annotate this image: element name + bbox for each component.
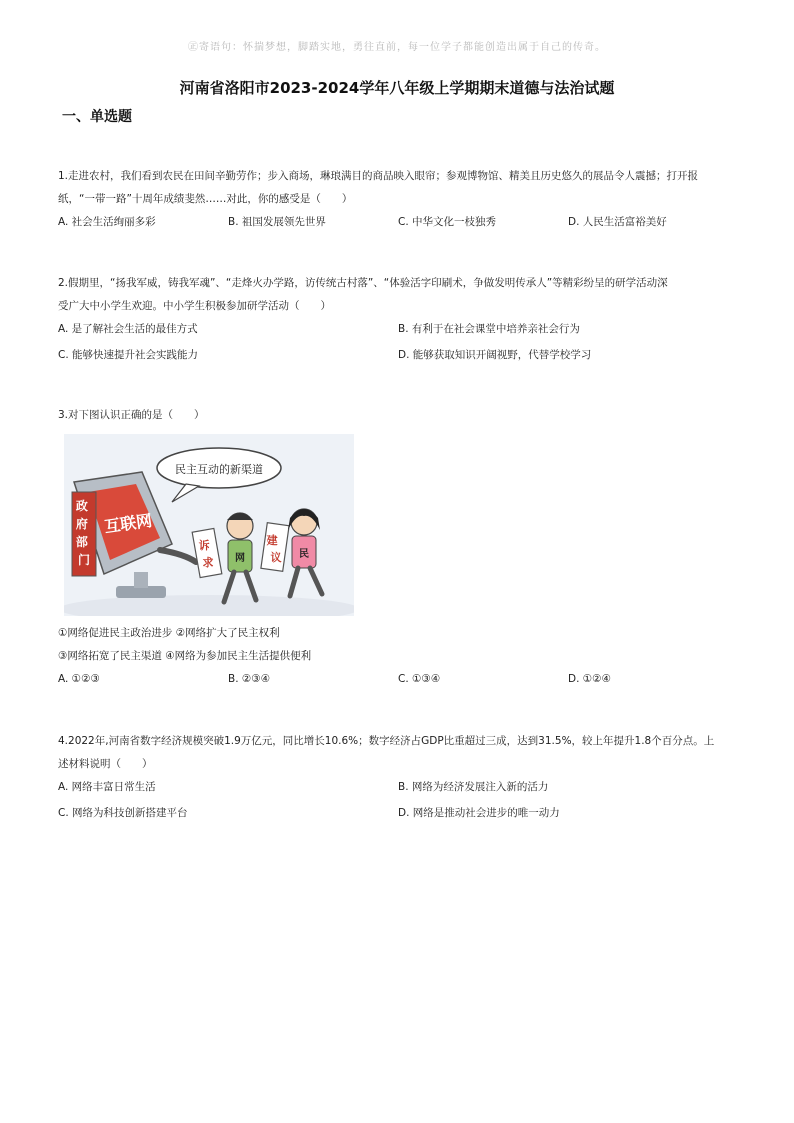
- option-c[interactable]: C. 网络为科技创新搭建平台: [58, 807, 188, 819]
- question-text-line: 纸，“一带一路”十周年成绩斐然……对此，你的感受是（ ）: [58, 193, 353, 205]
- option-a[interactable]: A. 是了解社会生活的最佳方式: [58, 323, 198, 335]
- option-b[interactable]: B. 有利于在社会课堂中培养亲社会行为: [398, 323, 580, 335]
- question-text-line: 4.2022年,河南省数字经济规模突破1.9万亿元，同比增长10.6%；数字经济占GDP比重超过三成，达到31.5%，较上年提升1.8个百分点。上: [58, 735, 715, 747]
- option-d[interactable]: D. 能够获取知识开阔视野，代替学校学习: [398, 349, 592, 361]
- option-row: [58, 668, 738, 694]
- question-2: [58, 272, 738, 370]
- question-1: [58, 165, 738, 237]
- option-d[interactable]: D. 人民生活富裕美好: [568, 216, 667, 228]
- header-motto: ㊣寄语句：怀揣梦想，脚踏实地，勇往直前，每一位学子都能创造出属于自己的传奇。: [188, 42, 606, 53]
- question-3-body: [58, 622, 738, 694]
- option-c[interactable]: C. 中华文化一枝独秀: [398, 216, 497, 228]
- option-row: [58, 802, 738, 828]
- speech-bubble-text: 民主互动的新渠道: [175, 463, 263, 476]
- section-heading: 一、单选题: [62, 109, 132, 125]
- option-row: [58, 344, 738, 370]
- cartoon-illustration: [64, 434, 354, 616]
- option-b[interactable]: B. 网络为经济发展注入新的活力: [398, 781, 549, 793]
- question-text-line: 述材料说明（ ）: [58, 758, 153, 770]
- internet-screen-text: 互联网: [103, 510, 154, 537]
- option-row: [58, 776, 738, 802]
- question-text-line: 受广大中小学生欢迎。中小学生积极参加研学活动（ ）: [58, 300, 331, 312]
- option-d[interactable]: D. 网络是推动社会进步的唯一动力: [398, 807, 560, 819]
- statement-line: ①网络促进民主政治进步 ②网络扩大了民主权利: [58, 627, 280, 639]
- shirt-text-min: 民: [299, 549, 309, 560]
- option-row: [58, 318, 738, 344]
- option-a[interactable]: A. ①②③: [58, 673, 100, 685]
- question-text-line: 3.对下图认识正确的是（ ）: [58, 409, 205, 421]
- government-sign-text: 政 府 部 门: [75, 499, 91, 567]
- option-c[interactable]: C. 能够快速提升社会实践能力: [58, 349, 199, 361]
- question-text-line: 1.走进农村，我们看到农民在田间辛勤劳作；步入商场，琳琅满目的商品映入眼帘；参观博物馆、精美且历史悠久的展品令人震撼；打开报: [58, 170, 699, 182]
- option-b[interactable]: B. ②③④: [228, 673, 271, 685]
- statement-line: ③网络拓宽了民主渠道 ④网络为参加民主生活提供便利: [58, 650, 312, 662]
- question-3-stem: [58, 404, 738, 427]
- page-title: 河南省洛阳市2023-2024学年八年级上学期期末道德与法治试题: [179, 79, 615, 97]
- option-c[interactable]: C. ①③④: [398, 673, 441, 685]
- question-4: [58, 730, 738, 828]
- card-suggestion-text: 建 议: [266, 534, 282, 564]
- option-a[interactable]: A. 网络丰富日常生活: [58, 781, 156, 793]
- option-a[interactable]: A. 社会生活绚丽多彩: [58, 216, 156, 228]
- card-petition-text: 诉 求: [198, 539, 214, 569]
- shirt-text-wang: 网: [235, 553, 245, 564]
- option-b[interactable]: B. 祖国发展领先世界: [228, 216, 326, 228]
- option-d[interactable]: D. ①②④: [568, 673, 611, 685]
- option-row: [58, 211, 738, 237]
- question-text-line: 2.假期里，“扬我军威，铸我军魂”、“走烽火办学路，访传统古村落”、“体验活字印刷术，争做发明传承人”等精彩纷呈的研学活动深: [58, 277, 668, 289]
